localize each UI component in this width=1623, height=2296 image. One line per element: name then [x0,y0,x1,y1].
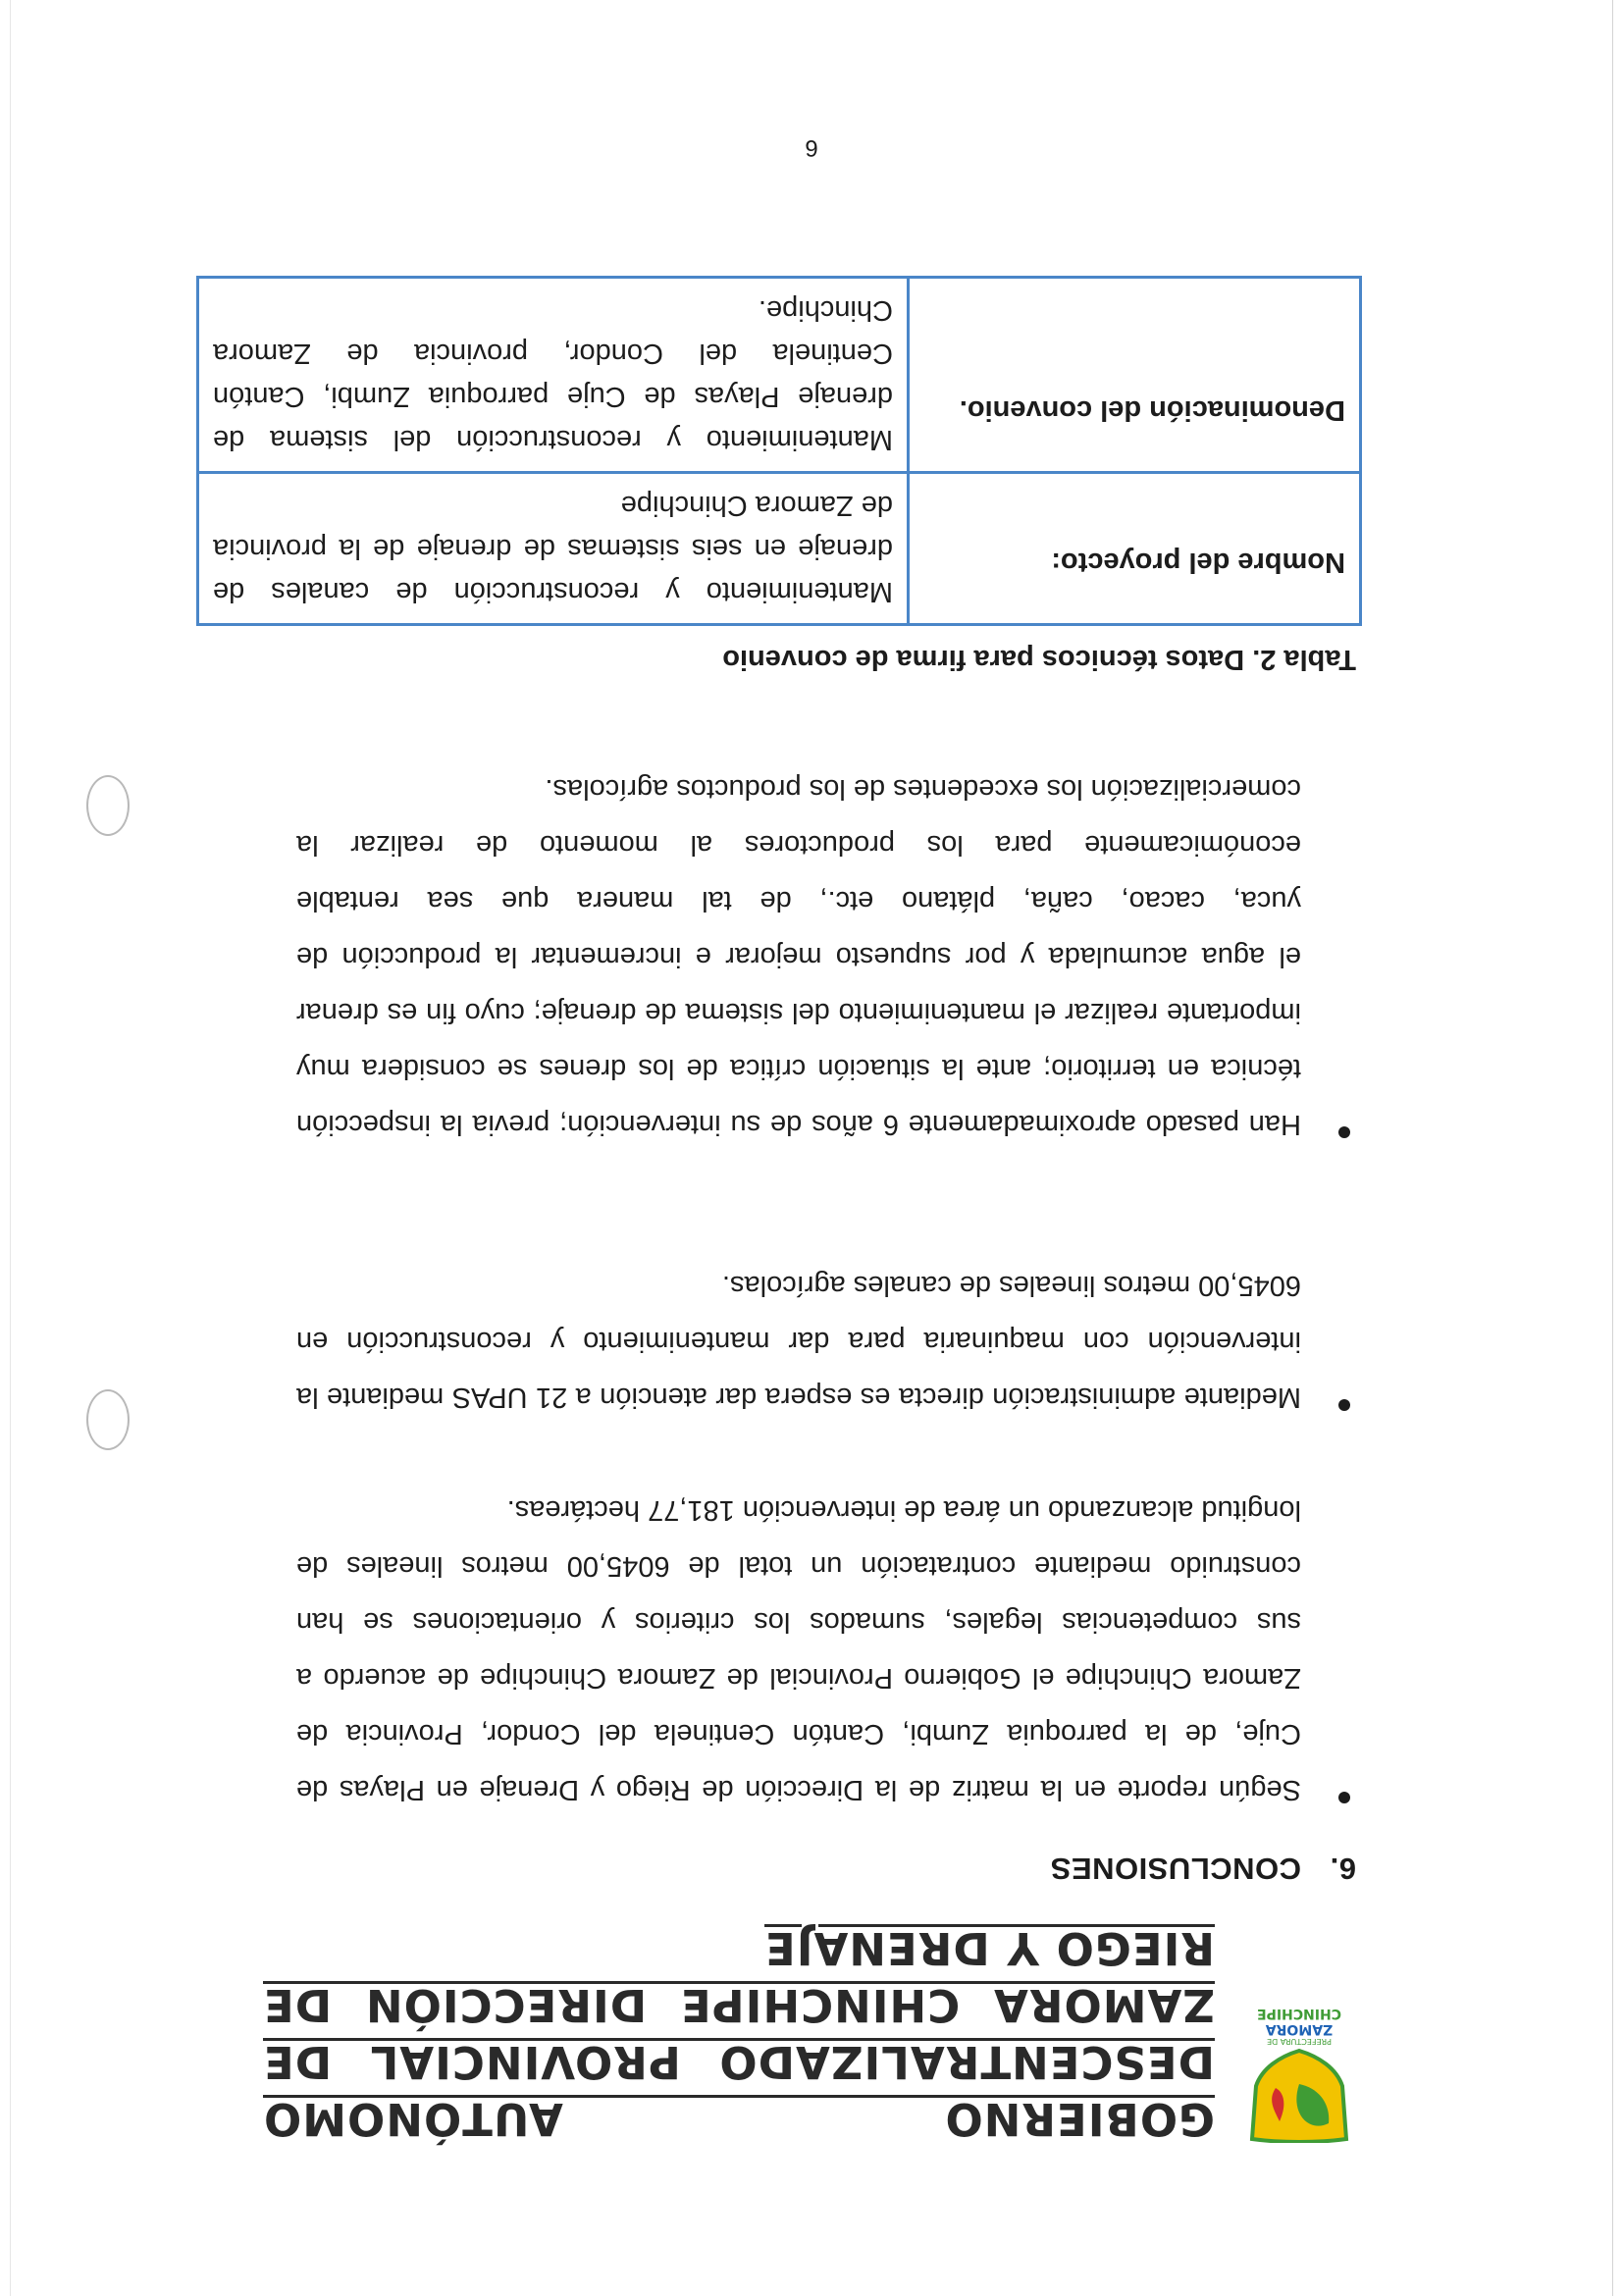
row-value: Mantenimiento y reconstrucción de canales de drenaje en seis sistemas de drenaje de la provincia de Zamora Chinchipe [198,473,909,625]
table-row [198,473,1361,625]
logo-name-line-1: ZAMORA [1265,2021,1334,2037]
page-number: 6 [805,134,818,161]
letterhead [263,1922,1358,2149]
binder-hole [86,775,130,836]
logo-top-text: PREFECTURA DE [1267,2037,1332,2046]
binder-hole [86,1389,130,1450]
row-label: Nombre del proyecto: [909,473,1361,625]
institution-title: GOBIERNO AUTÓNOMO DESCENTRALIZADO PROVINCIAL DE ZAMORA CHINCHIPE DIRECCIÓN DE RIEGO Y DRENAJE [263,1922,1215,2145]
conclusion-item [296,1257,1356,1425]
table-caption: Tabla 2. Datos técnicos para firma de convenio [722,644,1356,675]
row-value: Mantenimiento y reconstrucción del sistema de drenaje Playas de Cuje parroquia Zumbi, Cantón Centinela del Condor, provincia de Zamora Chinchipe. [198,278,909,473]
section-number: 6. [1330,1852,1356,1886]
section-heading [1050,1851,1356,1886]
conclusion-text: Han pasado aproximadamente 6 años de su intervención; previa la inspección técnica en territorio; ante la situación crítica de los drenes se considera muy importante realizar el mantenimiento del sistema de drenaje; cuyo fin es drenar el agua acumulada y por supuesto mejorar e incrementar la producción de yuca, cacao, caña, plátano etc., de tal manera que sea rentable económicamente para los productores al momento de realizar la comercialización los excedentes de los productos agrícolas. [296,773,1301,1140]
logo-name-line-2: CHINCHIPE [1257,2006,1341,2021]
section-title: CONCLUSIONES [1050,1852,1301,1886]
conclusion-text: Según reporte en la matriz de la Dirección de Riego y Drenaje en Playas de Cuje, de la parroquia Zumbi, Cantón Centinela del Condor, Provincia de Zamora Chinchipe el Gobierno Provincial de Zamora Chinchipe de acuerdo a sus competencias legales, sumados los criterios y orientaciones se han construido mediante contratación un total de 6045,00 metros lineales de longitud alcanzando un área de intervención 181,77 hectáreas. [296,1494,1301,1805]
conclusion-item [296,1482,1356,1817]
bullet-icon [1338,1126,1350,1138]
conclusion-item [296,760,1356,1152]
bullet-icon [1338,1399,1350,1411]
prefectura-logo [1240,2006,1358,2143]
bullet-icon [1338,1792,1350,1803]
conclusion-text: Mediante administración directa es espera dar atención a 21 UPAS mediante la intervención con maquinaria para dar mantenimiento y reconstrucción en 6045,00 metros lineales de canales agrícolas. [296,1270,1301,1413]
technical-data-table [196,276,1362,626]
row-label: Denominación del convenio. [909,278,1361,473]
table-row [198,278,1361,473]
